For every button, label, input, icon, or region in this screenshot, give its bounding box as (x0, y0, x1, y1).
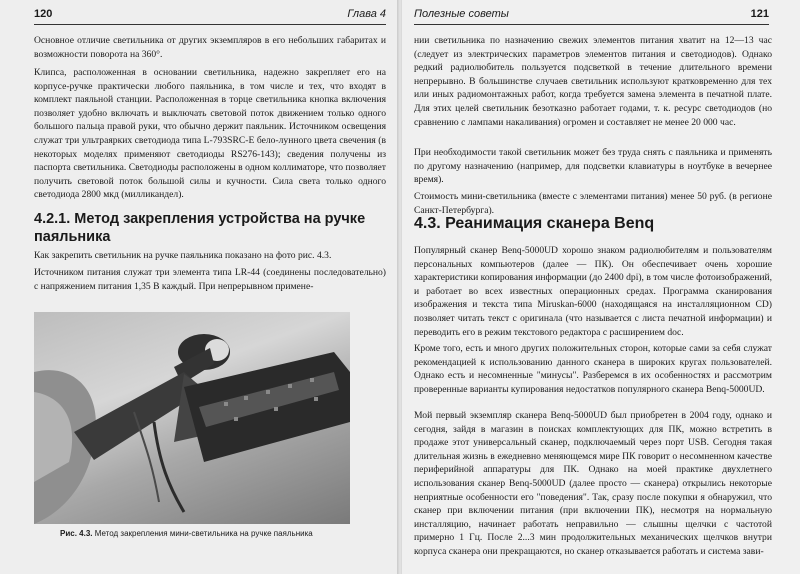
right-paragraph-5: Кроме того, есть и много других положительных сторон, которые сами за себя служат рекомендацией к использованию данного сканера в широких кругах пользователей. Однако есть и несомненные "минусы". Разберемся в их особенностях и рассмотрим проверенные варианты купирования недостатков популярного сканера Benq-5000UD. (414, 343, 772, 395)
figure-caption-text: Метод закрепления мини-светильника на ручке паяльника (94, 529, 313, 538)
left-paragraph-4: Источником питания служат три элемента типа LR-44 (соединены последовательно) с напряжением питания 1,35 В каждый. При непрерывном примене- (34, 267, 386, 292)
right-page-header (414, 6, 769, 25)
right-paragraph-3: Стоимость мини-светильника (вместе с элементами питания) менее 50 руб. (в регионе Санкт-Петербурга). (414, 191, 772, 216)
figure-caption-label: Рис. 4.3. (60, 529, 93, 538)
left-page-header (34, 6, 386, 25)
figure-4-3-photo (34, 312, 350, 524)
left-chapter-title: Глава 4 (347, 8, 386, 20)
right-section-title: Полезные советы (414, 8, 509, 20)
soldering-iron-illustration (34, 312, 350, 524)
right-paragraph-1: нии светильника по назначению свежих элементов питания хватит на 12—13 час (следует из электрических параметров элементов питания и светодиодов). Однако редкий радиолюбитель пользуется подсветкой в течение длительного времени непрерывно. В большинстве случаев светильник используют кратковременно для тех или иных радиомонтажных работ, когда требуется замена элемента в печатной плате. Для этих целей светильник безотказно работает годами, т. к. ресурс светодиодов (но сравнению с лампами накаливания) огромен и составляет не менее 20 000 час. (414, 35, 772, 128)
left-paragraph-2: Клипса, расположенная в основании светильника, надежно закрепляет его на корпусе-ручке практически любого паяльника, в том числе и тех, что входят в комплект паяльной станции. Расположенная в торце светильника кнопка включения позволяет удобно включать и выключать световой поток движением только одного большого пальца правой руки, что обычно держит паяльник. Источником освещения служат три ультраярких светодиода типа L-793SRC-E бело-лунного цвета свечения (в некоторых моделях применяют светодиоды RS276-143); сведения получены из паспорта светильника. Светодиоды расположены в одном коллиматоре, что позволяет получить световой поток большой силы и кучности. Сила света только одного светодиода 2800 мкд (милликандел). (34, 67, 386, 201)
left-paragraph-1: Основное отличие светильника от других экземпляров в его небольших габаритах и возможности поворота на 360°. (34, 35, 386, 60)
section-heading-4-3: 4.3. Реанимация сканера Benq (414, 215, 655, 232)
right-paragraph-6: Мой первый экземпляр сканера Benq-5000UD был приобретен в 2004 году, однако и сегодня, зайдя в магазин в поисках комплектующих для ПК, можно встретить в продаже этот универсальный сканер, подключаемый через порт USB. Сегодня такая длительная жизнь в ежедневно меняющемся мире ПК говорит о несомненном качестве периферийной аппаратуры для ПК. Однако на моей практике двухлетнего использования сканер Benq-5000UD (далее просто — сканера) открылись некоторые неприятные особенности его "поведения". Так, сразу после покупки я обнаружил, что сканер при включении питания (при включении ПК), несмотря на нормальную инсталляцию, начинает работать неправильно — слышны щелчки с частотой примерно 1 Гц. После 2...3 мин продолжительных механических щелчков внутри корпуса сканера они прекращаются, но сканер отказывается работать и система зави- (414, 410, 772, 557)
right-paragraph-2: При необходимости такой светильник может без труда снять с паяльника и применять по другому назначению (например, для подсветки клавиатуры в ноутбуке в вечернее время). (414, 147, 772, 186)
right-page-number: 121 (750, 8, 769, 20)
right-page (402, 0, 800, 574)
right-paragraph-4: Популярный сканер Benq-5000UD хорошо знаком радиолюбителям и пользователям персональных компьютеров (далее — ПК). Он обеспечивает очень хорошие характеристики копирования информации (до 2400 dpi), в том числе фотоизображений, и работает во всех известных операционных средах. Программа сканирования изображения и текста типа Miruskan-6000 (находящаяся на инсталляционном CD) позволяет читать текст с оригинала (что называется с листа печатной информации) и переводить его в режим текстового редактора с расширением doc. (414, 245, 773, 338)
figure-caption (60, 529, 360, 538)
left-page-number: 120 (34, 8, 53, 20)
section-heading-4-2-1: 4.2.1. Метод закрепления устройства на ручке паяльника (34, 211, 366, 245)
left-paragraph-3: Как закрепить светильник на ручке паяльника показано на фото рис. 4.3. (34, 250, 332, 261)
left-page (0, 0, 398, 574)
